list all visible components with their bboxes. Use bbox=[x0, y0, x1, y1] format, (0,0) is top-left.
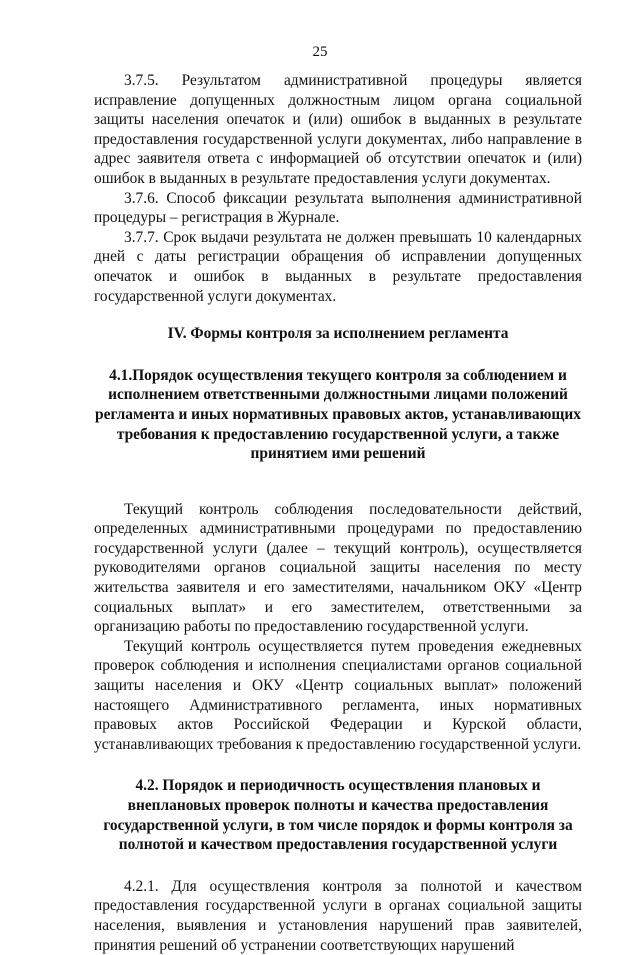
paragraph-4-1-a: Текущий контроль соблюдения последовательности действий, определенных административными процедурами по предоставлению государственной услуги (далее – текущий контроль), осуществляется руководителями органов социальной защиты населения по месту жительства заявителя и его заместителями, начальником ОКУ «Центр социальных выплат» и его заместителем, ответственными за организацию работы по предоставлению государственной услуги. bbox=[94, 500, 582, 636]
section-4-title: IV. Формы контроля за исполнением регламента bbox=[167, 325, 509, 343]
spacer bbox=[94, 754, 582, 776]
page-number: 25 bbox=[312, 44, 328, 60]
paragraph-3-7-5: 3.7.5. Результатом административной процедуры является исправление допущенных должностным лицом органа социальной защиты населения опечаток и (или) ошибок в выданных в результате предоставления государственной услуги документах, либо направление в адрес заявителя ответа с информацией об отсутствии опечаток и (или) ошибок в выданных в результате предоставления услуги документах. bbox=[94, 72, 582, 187]
spacer bbox=[94, 464, 582, 500]
paragraph-4-1-b: Текущий контроль осуществляется путем проведения ежедневных проверок соблюдения и исполнения специалистами органов социальной защиты населения и ОКУ «Центр социальных выплат» положений настоящего Административного регламента, иных нормативных правовых актов Российской Федерации и Курской области, устанавливающих требования к предоставлению государственной услуги. bbox=[94, 637, 582, 753]
paragraph-3-7-7: 3.7.7. Срок выдачи результата не должен превышать 10 календарных дней с даты регистрации обращения об исправлении допущенных опечаток и ошибок в выданных в результате предоставления государственной услуги документах. bbox=[94, 228, 582, 305]
paragraph-3-7-6: 3.7.6. Способ фиксации результата выполнения административной процедуры – регистрация в Журнале. bbox=[94, 189, 582, 227]
paragraph-4-2-1: 4.2.1. Для осуществления контроля за полнотой и качеством предоставления государственной услуги в органах социальной защиты населения, выявления и установления нарушений прав заявителей, принятия решений об устранении соответствующих нарушений bbox=[94, 877, 582, 954]
page-content bbox=[94, 71, 582, 955]
section-4-2-title: 4.2. Порядок и периодичность осуществления плановых и внеплановых проверок полноты и качества предоставления государственной услуги, в том числе порядок и формы контроля за полнотой и качеством предоставления государственной услуги bbox=[103, 777, 573, 854]
section-4-1-title: 4.1.Порядок осуществления текущего контроля за соблюдением и исполнением ответственными должностными лицами положений регламента и иных нормативных правовых актов, устанавливающих требования к предоставлению государственной услуги, а также принятием ими решений bbox=[95, 366, 581, 463]
spacer bbox=[94, 855, 582, 877]
